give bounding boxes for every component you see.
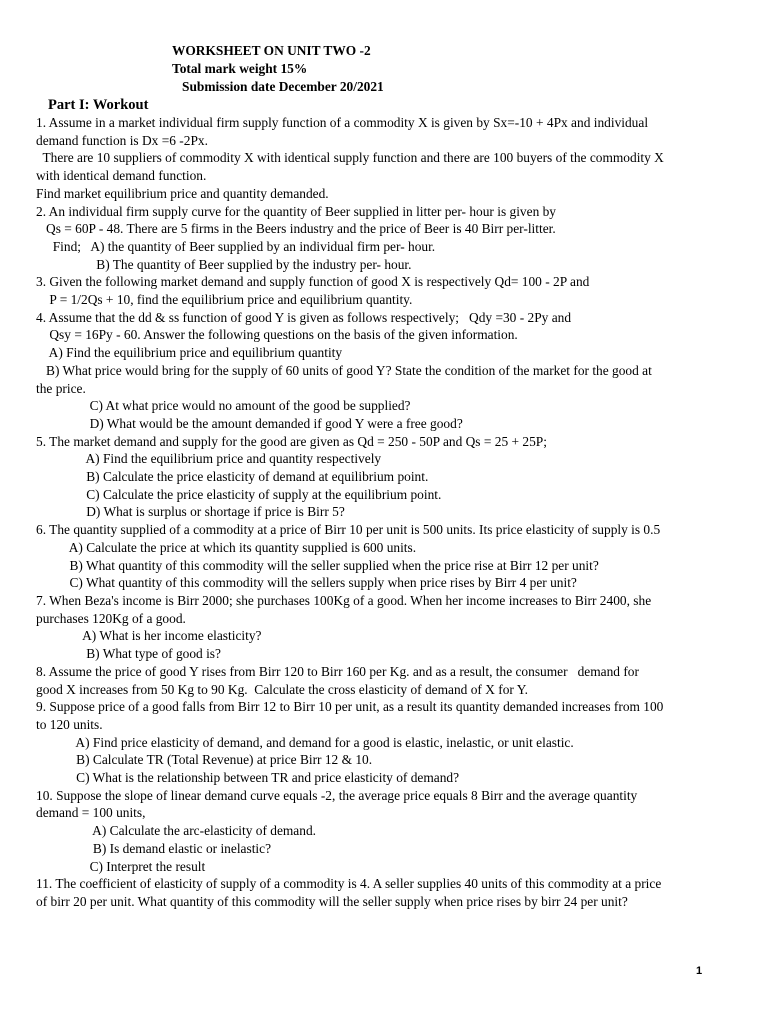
text-line: Qsy = 16Py - 60. Answer the following questions on the basis of the given information. (36, 327, 518, 343)
text-line: with identical demand function. (36, 168, 207, 184)
text-line: A) Find the equilibrium price and equilibrium quantity (36, 345, 343, 361)
text-line: P = 1/2Qs + 10, find the equilibrium price and equilibrium quantity. (36, 292, 413, 308)
text-line: 7. When Beza's income is Birr 2000; she purchases 100Kg of a good. When her income increases to Birr 2400, she (36, 592, 652, 608)
text-line: D) What would be the amount demanded if good Y were a free good? (36, 415, 463, 431)
question-list (36, 114, 736, 911)
text-line: of birr 20 per unit. What quantity of this commodity will the seller supply when price rises by birr 24 per unit? (36, 893, 628, 909)
text-line: Find; A) the quantity of Beer supplied by an individual firm per- hour. (36, 238, 436, 254)
text-line: A) Calculate the arc-elasticity of demand. (36, 823, 316, 839)
text-line: 6. The quantity supplied of a commodity at a price of Birr 10 per unit is 500 units. Its price elasticity of supply is 0.5 (36, 522, 661, 538)
text-line: D) What is surplus or shortage if price is Birr 5? (36, 504, 345, 520)
mark-weight: Total mark weight 15% (172, 61, 308, 76)
text-line: C) What quantity of this commodity will the sellers supply when price rises by Birr 4 per unit? (36, 575, 577, 591)
text-line: B) Is demand elastic or inelastic? (36, 840, 272, 856)
part-title: Part I: Workout (48, 97, 149, 113)
text-line: B) What price would bring for the supply of 60 units of good Y? State the condition of the market for the good at (36, 362, 652, 378)
text-line: B) The quantity of Beer supplied by the industry per- hour. (36, 256, 412, 272)
text-line: 1. Assume in a market individual firm supply function of a commodity X is given by Sx=-10 + 4Px and individual (36, 115, 649, 130)
text-line: Qs = 60P - 48. There are 5 firms in the Beers industry and the price of Beer is 40 Birr per-litter. (36, 221, 556, 237)
text-line: 5. The market demand and supply for the good are given as Qd = 250 - 50P and Qs = 25 + 25P; (36, 433, 547, 449)
text-line: 9. Suppose price of a good falls from Birr 12 to Birr 10 per unit, as a result its quantity demanded increases from 100 (36, 699, 664, 715)
text-line: good X increases from 50 Kg to 90 Kg. Calculate the cross elasticity of demand of X for Y. (36, 681, 528, 697)
text-line: A) Find the equilibrium price and quantity respectively (36, 451, 382, 467)
text-line: A) Calculate the price at which its quantity supplied is 600 units. (36, 539, 417, 555)
text-line: 2. An individual firm supply curve for the quantity of Beer supplied in litter per- hour is given by (36, 203, 557, 219)
text-line: A) What is her income elasticity? (36, 628, 262, 644)
worksheet-title: WORKSHEET ON UNIT TWO -2 (172, 43, 371, 58)
text-line: 3. Given the following market demand and supply function of good X is respectively Qd= 100 - 2P and (36, 274, 590, 290)
text-line: 4. Assume that the dd & ss function of good Y is given as follows respectively; Qdy =30 - 2Py and (36, 309, 572, 325)
text-line: Find market equilibrium price and quantity demanded. (36, 185, 329, 201)
text-line: 10. Suppose the slope of linear demand curve equals -2, the average price equals 8 Birr and the average quantity (36, 787, 638, 803)
submission-date: Submission date December 20/2021 (182, 79, 384, 94)
text-line: C) What is the relationship between TR and price elasticity of demand? (36, 770, 460, 786)
text-line: C) Calculate the price elasticity of supply at the equilibrium point. (36, 486, 442, 502)
text-line: A) Find price elasticity of demand, and demand for a good is elastic, inelastic, or unit elastic. (36, 734, 574, 750)
text-line: B) What quantity of this commodity will the seller supplied when the price rise at Birr 12 per unit? (36, 557, 599, 573)
text-line: B) Calculate TR (Total Revenue) at price Birr 12 & 10. (36, 752, 373, 768)
text-line: the price. (36, 380, 86, 396)
text-line: demand function is Dx =6 -2Px. (36, 132, 208, 148)
text-line: to 120 units. (36, 716, 103, 732)
text-line: purchases 120Kg of a good. (36, 610, 186, 626)
text-line: 11. The coefficient of elasticity of supply of a commodity is 4. A seller supplies 40 units of this commodity at a price (36, 876, 662, 892)
text-line: 8. Assume the price of good Y rises from Birr 120 to Birr 160 per Kg. and as a result, the consumer demand for (36, 663, 639, 679)
text-line: B) What type of good is? (36, 646, 221, 662)
text-line: There are 10 suppliers of commodity X with identical supply function and there are 100 buyers of the commodity X (36, 150, 664, 166)
text-line: C) At what price would no amount of the good be supplied? (36, 398, 411, 414)
text-line: B) Calculate the price elasticity of demand at equilibrium point. (36, 469, 429, 485)
text-line: demand = 100 units, (36, 805, 146, 821)
page-number: 1 (696, 965, 703, 977)
text-line: C) Interpret the result (36, 858, 206, 874)
